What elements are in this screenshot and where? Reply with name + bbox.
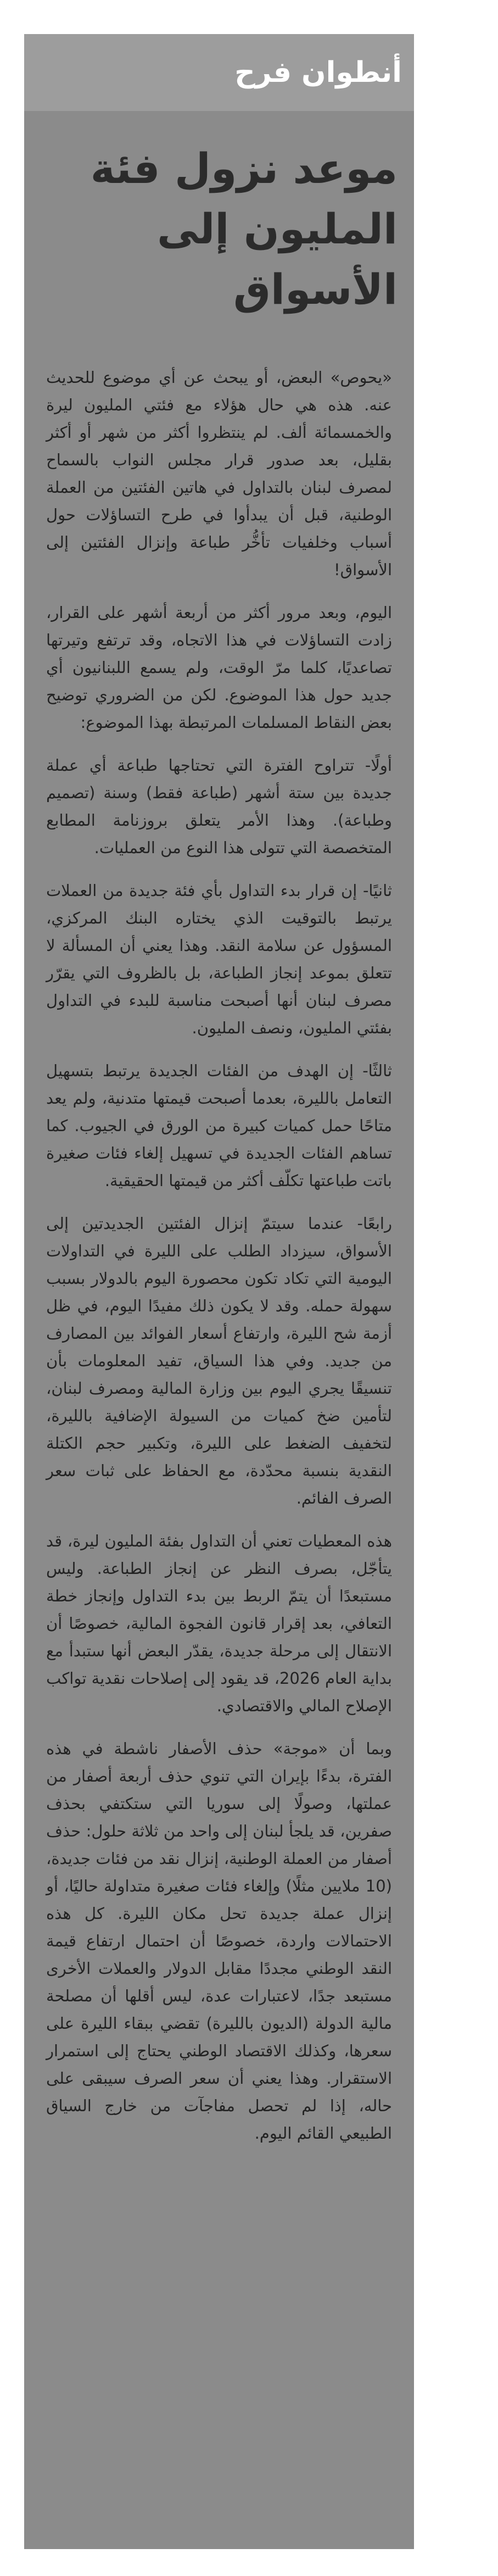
paragraph: رابعًا- عندما سيتمّ إنزال الفئتين الجديدتين إلى الأسواق، سيزداد الطلب على الليرة في التداولات اليومية التي تكاد تكون محصورة اليوم بالدولار بسبب سهولة حمله. وقد لا يكون ذلك مفيدًا اليوم، في ظل أزمة شح الليرة، وارتفاع أسعار الفوائد بين المصارف من جديد. وفي هذا السياق، تفيد المعلومات بأن تنسيقًا يجري اليوم بين وزارة المالية ومصرف لبنان، لتأمين ضخ كميات من السيولة الإضافية بالليرة، لتخفيف الضغط على الليرة، وتكبير حجم الكتلة النقدية بنسبة محدّدة، مع الحفاظ على ثبات سعر الصرف الفائم. [46, 1214, 392, 1507]
paragraph: «يحوص» البعض، أو يبحث عن أي موضوع للحديث عنه. هذه هي حال هؤلاء مع فئتي المليون ليرة والخمسمائة ألف. لم ينتظروا أكثر من شهر أو أكثر بقليل، بعد صدور قرار مجلس النواب بالسماح لمصرف لبنان بالتداول في هاتين الفئتين من العملة الوطنية، قبل أن يبدأوا في طرح التساؤلات حول أسباب وخلفيات تأخُّر طباعة وإنزال الفئتين إلى الأسواق! [46, 368, 392, 579]
paragraph: اليوم، وبعد مرور أكثر من أربعة أشهر على القرار، زادت التساؤلات في هذا الاتجاه، وقد ترتفع وتيرتها تصاعديًا، كلما مرّ الوقت، ولم يسمع اللبنانيون أي جديد حول هذا الموضوع. لكن من الضروري توضيح بعض النقاط المسلمات المرتبطة بهذا الموضوع: [46, 603, 392, 732]
headline-line: المليون إلى [156, 204, 398, 253]
paragraph: ثالثًا- إن الهدف من الفئات الجديدة يرتبط بتسهيل التعامل بالليرة، بعدما أصبحت قيمتها متدنية، ولم يعد متاحًا حمل كميات كبيرة من الورق في الجيوب. كما تساهم الفئات الجديدة في تسهيل إلغاء فئات صغيرة باتت طباعتها تكلّف أكثر من قيمتها الحقيقية. [46, 1061, 392, 1190]
author-name: أنطوان فرح [234, 56, 402, 89]
paragraph: وبما أن «موجة» حذف الأصفار ناشطة في هذه الفترة، بدءًا بإيران التي تنوي حذف أربعة أصفار من عملتها، وصولًا إلى سوريا التي ستكتفي بحذف صفرين، قد يلجأ لبنان إلى واحد من ثلاثة حلول: حذف أصفار من العملة الوطنية، إنزال نقد من فئات جديدة، (10 ملايين مثلًا) وإلغاء فئات صغيرة متداولة حاليًا، أو إنزال عملة جديدة تحل مكان الليرة. كل هذه الاحتمالات واردة، خصوصًا أن احتمال ارتفاع قيمة النقد الوطني مجددًا مقابل الدولار والعملات الأخرى مستبعد جدًا، لاعتبارات عدة، ليس أقلها أن مصلحة مالية الدولة (الديون بالليرة) تقضي ببقاء الليرة على سعرها، وكذلك الاقتصاد الوطني يحتاج إلى استمرار الاستقرار. وهذا يعني أن سعر الصرف سيبقى على حاله، إذا لم تحصل مفاجآت من خارج السياق الطبيعي القائم اليوم. [46, 1739, 392, 2143]
headline [41, 138, 398, 320]
paragraph: هذه المعطيات تعني أن التداول بفئة المليون ليرة، قد يتأجّل، بصرف النظر عن إنجاز الطباعة. وليس مستبعدًا أن يتمّ الربط بين بدء التداول وإنجاز خطة التعافي، بعد إقرار قانون الفجوة المالية، خصوصًا أن الانتقال إلى مرحلة جديدة، يقدّر البعض أنها ستبدأ مع بداية العام 2026، قد يقود إلى إصلاحات نقدية تواكب الإصلاح المالي والاقتصادي. [46, 1532, 392, 1715]
article-body [24, 364, 414, 2147]
paragraph: ثانيًا- إن قرار بدء التداول بأي فئة جديدة من العملات يرتبط بالتوقيت الذي يختاره البنك المركزي، المسؤول عن سلامة النقد. وهذا يعني أن المسألة لا تتعلق بموعد إنجاز الطباعة، بل بالظروف التي يقرّر مصرف لبنان أنها أصبحت مناسبة للبدء في التداول بفئتي المليون، ونصف المليون. [46, 881, 392, 1037]
paragraph: أولًا- تتراوح الفترة التي تحتاجها طباعة أي عملة جديدة بين ستة أشهر (طباعة فقط) وسنة (تصميم وطباعة). وهذا الأمر يتعلق بروزنامة المطابع المتخصصة التي تتولى هذا النوع من العمليات. [46, 756, 392, 857]
author-bar [24, 34, 414, 111]
headline-line: الأسواق [233, 265, 398, 314]
headline-line: موعد نزول فئة [90, 144, 398, 193]
article-column [24, 34, 414, 2549]
